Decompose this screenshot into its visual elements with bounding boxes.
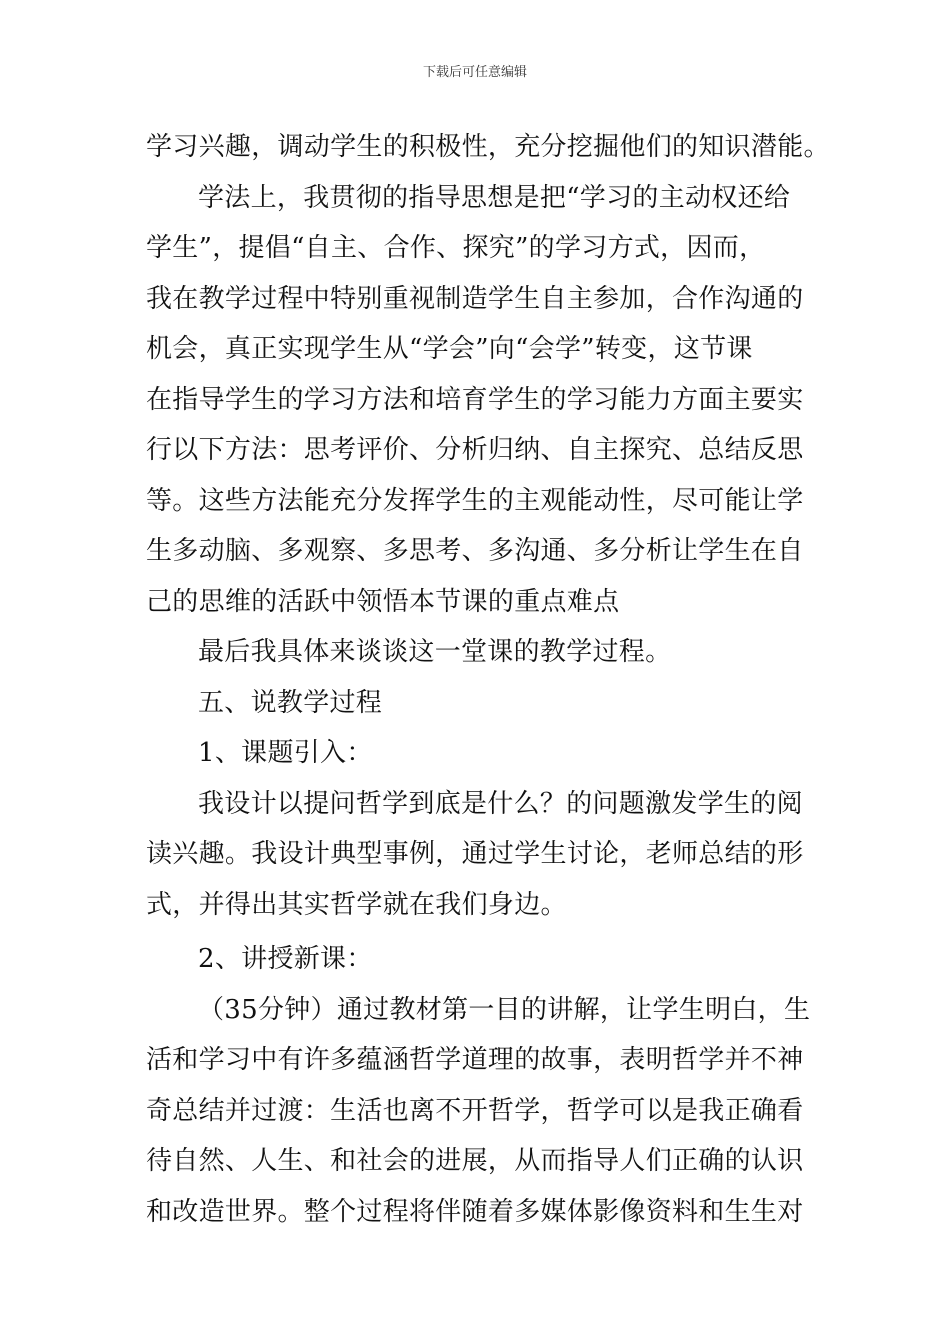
paragraph-line: 我设计以提问哲学到底是什么？的问题激发学生的阅	[198, 788, 803, 819]
text-line: 我在教学过程中特别重视制造学生自主参加，合作沟通的	[146, 283, 804, 314]
text-line: 和改造世界。整个过程将伴随着多媒体影像资料和生生对	[146, 1196, 804, 1227]
section-heading: 五、说教学过程	[198, 687, 383, 718]
text-line: 生多动脑、多观察、多思考、多沟通、多分析让学生在自	[146, 536, 804, 566]
paragraph-line: 最后我具体来谈谈这一堂课的教学过程。	[198, 637, 672, 667]
text-line: 等。这些方法能充分发挥学生的主观能动性，尽可能让学	[146, 485, 804, 516]
text-line: 读兴趣。我设计典型事例，通过学生讨论，老师总结的形	[146, 839, 804, 869]
text-line: 己的思维的活跃中领悟本节课的重点难点	[146, 586, 620, 617]
text-line: 奇总结并过渡：生活也离不开哲学，哲学可以是我正确看	[146, 1095, 804, 1126]
paragraph-line: （35分钟）通过教材第一目的讲解，让学生明白，生	[198, 994, 811, 1025]
subsection-heading: 1、课题引入：	[198, 738, 373, 768]
page-header: 下载后可任意编辑	[422, 65, 527, 80]
paragraph-line: 学法上，我贯彻的指导思想是把“学习的主动权还给	[198, 182, 791, 213]
text-line: 在指导学生的学习方法和培育学生的学习能力方面主要实	[146, 384, 804, 415]
text-line: 式，并得出其实哲学就在我们身边。	[146, 889, 567, 920]
text-line: 学生”，提倡“自主、合作、探究”的学习方式，因而，	[146, 233, 766, 263]
document-body	[146, 122, 830, 1237]
text-line: 学习兴趣，调动学生的积极性，充分挖掘他们的知识潜能。	[146, 132, 830, 162]
text-line: 机会，真正实现学生从“学会”向“会学”转变，这节课	[146, 334, 753, 364]
subsection-heading: 2、讲授新课：	[198, 944, 373, 974]
text-line: 待自然、人生、和社会的进展，从而指导人们正确的认识	[146, 1146, 804, 1176]
text-line: 行以下方法：思考评价、分析归纳、自主探究、总结反思	[146, 435, 804, 465]
text-line: 活和学习中有许多蕴涵哲学道理的故事，表明哲学并不神	[146, 1045, 804, 1075]
